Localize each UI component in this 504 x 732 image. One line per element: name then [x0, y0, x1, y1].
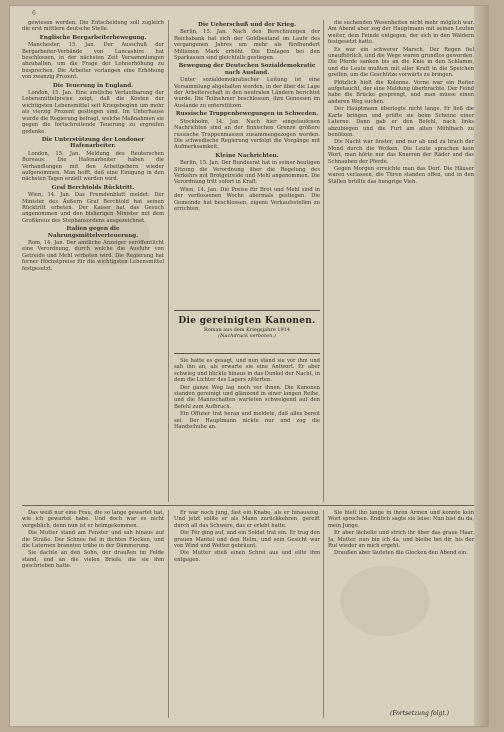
page-number: 6	[32, 10, 36, 17]
section-heading: Bewegung der Deutschen Sozialdemokratie nach Ausland.	[178, 63, 316, 76]
section-heading: Die Unterstützung der Londoner Hafenarbeiter.	[41, 136, 145, 150]
feuilleton-right	[328, 510, 474, 718]
paragraph: Unter sozialdemokratischer Leitung ist eine Versammlung abgehalten worden, in der über die Lage der Arbeiterschaft in den neutralen Ländern berichtet wurde. Die Teilnehmer beschlossen, ihre Genossen im Auslande zu unterstützen.	[174, 77, 320, 109]
paragraph: Ein Offizier trat heran und meldete, daß alles bereit sei. Der Hauptmann nickte nur und zog die Handschuhe an.	[174, 411, 320, 431]
section-heading: Englische Bergarbeiterbewegung.	[39, 34, 147, 41]
column-rule	[323, 20, 324, 502]
paragraph: London, 15. Jan. Eine amtliche Verlautbarung der Lebensmittelpreise zeigt, daß die Kosten der wichtigsten Lebensmittel seit Kriegsbeginn um mehr als vierzig Prozent gestiegen sind. Im Unterhause wurde die Regierung befragt, welche Maßnahmen sie gegen die fortschreitende Teuerung zu ergreifen gedenke.	[22, 90, 164, 135]
column-left	[22, 20, 164, 502]
section-divider	[22, 505, 474, 506]
paragraph: Rom, 14. Jan. Der amtliche Anzeiger veröffentlicht eine Verordnung, durch welche die Ausfuhr von Getreide und Mehl verboten wird. Die Regierung hat ferner Höchstpreise für die wichtigsten Lebensmittel festgesetzt.	[22, 240, 164, 272]
column-right	[328, 20, 474, 502]
section-heading: Die Teuerung in England.	[52, 82, 134, 89]
paragraph: Manchester, 15. Jan. Der Ausschuß der Bergarbeiter-Verbände von Lancashire hat beschlossen, in der nächsten Zeit Versammlungen abzuhalten, um die Frage der Lohnerhöhung zu besprechen. Die Arbeiter verlangen eine Erhöhung von zwanzig Prozent.	[22, 42, 164, 81]
section-heading: Die Ueberschuß und der Krieg.	[198, 22, 296, 28]
section-heading: Russische Truppenbewegungen in Schweden.	[175, 111, 319, 118]
section-heading: Graf Berchtolds Rücktritt.	[51, 184, 135, 191]
feuilleton-middle	[174, 510, 320, 718]
paragraph: Gegen Morgen erreichte man das Dorf. Die Häuser waren verlassen, die Türen standen offen, und in den Ställen brüllte das hungrige Vieh.	[328, 165, 474, 185]
column-middle-top	[174, 20, 320, 310]
continuation-note: (Fortsetzung folgt.)	[390, 710, 449, 717]
paragraph: Wien, 14. Jan. Die Preise für Brot und Mehl sind in der verflossenen Woche abermals gestiegen. Die Gemeinde hat beschlossen, eigene Verkaufsstellen zu errichten.	[174, 186, 320, 212]
column-rule	[168, 510, 169, 718]
column-rule	[168, 20, 169, 502]
serial-subtitle: Roman aus dem Kriegsjahre 1914	[203, 327, 291, 333]
paragraph: Der ganze Weg lag noch vor ihnen. Die Kanonen standen gereinigt und glänzend in einer langen Reihe, und die Mannschaften warteten schweigend auf den Befehl zum Aufbruch.	[174, 384, 320, 410]
newspaper-page	[10, 6, 488, 726]
column-serial-text	[174, 358, 320, 502]
paragraph: Die Mutter stand am Fenster und sah hinaus auf die Straße. Der Schnee fiel in dichten Flocken, und die Laternen brannten trübe in der Dämmerung.	[22, 530, 164, 550]
paragraph: Plötzlich hielt die Kolonne. Vorne war ein Reiter aufgetaucht, der eine Meldung überbrachte. Der Feind habe die Brücke gesprengt, und man müsse einen anderen Weg suchen.	[328, 79, 474, 105]
paragraph: Er aber lächelte und strich ihr über das graue Haar. Ja, Mutter, nun bin ich da, und bleibe bei dir, bis der Ruf wieder an mich ergeht.	[328, 530, 474, 550]
paragraph: Es war ein schwerer Marsch. Der Regen fiel unaufhörlich, und die Wege waren grundlos geworden. Die Pferde sanken bis an die Knie in den Schlamm, und die Leute mußten mit aller Kraft in die Speichen greifen, um die Geschütze vorwärts zu bringen.	[328, 46, 474, 79]
paragraph: Die Mutter stieß einen Schrei aus und eilte ihm entgegen.	[174, 550, 320, 563]
section-heading: Italien gegen die Nahrungsmittelverteuerung.	[47, 226, 139, 239]
serial-installment: (Nachdruck verboten.)	[218, 333, 276, 339]
column-rule	[323, 510, 324, 718]
serial-novel-header	[174, 310, 320, 354]
section-heading: Kleine Nachrichten.	[215, 152, 279, 159]
paragraph: die suchenden Wesenheiten nicht mehr möglich war. Am Abend aber zog der Hauptmann mit seinen Leuten weiter, dem Feinde entgegen, der sich in den Wäldern festgesetzt hatte.	[328, 20, 474, 46]
paragraph: Der Hauptmann überlegte nicht lange. Er ließ die Karte bringen und prüfte sie beim Scheine einer Laterne. Dann gab er den Befehl, nach links abzubiegen und die Furt am alten Mühlbach zu benützen.	[328, 106, 474, 138]
paragraph: Das weiß nur eine Frau, die so lange gewartet hat, wie ich gewartet habe. Und doch war es nicht vergeblich, denn nun ist er heimgekommen.	[22, 510, 164, 529]
paragraph: Berlin, 15. Jan. Nach den Berechnungen der Reichsbank hat sich der Goldbestand im Laufe des vergangenen Jahres um mehr als fünfhundert Millionen Mark erhöht. Die Einlagen bei den Sparkassen sind gleichfalls gestiegen.	[174, 29, 320, 62]
paragraph: Wien, 14. Jan. Das Fremdenblatt meldet: Der Minister des Äußern Graf Berchtold hat seinen Rücktritt erbeten. Der Kaiser hat das Gesuch angenommen und den bisherigen Minister mit dem Großkreuz des Stephansordens ausgezeichnet.	[22, 192, 164, 224]
book-spine	[474, 6, 488, 726]
paragraph: Sie dachte an den Sohn, der draußen im Felde stand, und an die vielen Briefe, die sie ihm geschrieben hatte.	[22, 550, 164, 570]
paragraph: Die Tür ging auf, und ein Soldat trat ein. Er trug den grauen Mantel und den Helm, und sein Gesicht war von Wind und Wetter gebräunt.	[174, 530, 320, 550]
paragraph: Berlin, 15. Jan. Der Bundesrat hat in seiner heutigen Sitzung die Verordnung über die Regelung des Verkehrs mit Brotgetreide und Mehl angenommen. Die Verordnung tritt sofort in Kraft.	[174, 160, 320, 186]
serial-title: Die gereinigten Kanonen.	[178, 316, 316, 326]
paragraph: Stockholm, 14. Jan. Nach hier eingelaufenen Nachrichten sind an der finnischen Grenze größere russische Truppenmassen zusammengezogen worden. Die schwedische Regierung verfolgt die Vorgänge mit Aufmerksamkeit.	[174, 118, 320, 151]
paragraph: gewiesen werden. Die Entscheidung soll zugleich die erst mittlere deutsche Stelle.	[22, 20, 164, 33]
paragraph: Er war noch jung, fast ein Knabe, als er hinauszog. Und jetzt sollte er als Mann zurückkehren, gereift durch all das Schwere, das er erlebt hatte.	[174, 510, 320, 529]
paragraph: Die Nacht war finster, und nur ab und zu brach der Mond durch die Wolken. Die Leute sprachen kein Wort, man hörte nur das Knarren der Räder und das Schnauben der Pferde.	[328, 139, 474, 165]
feuilleton-left	[22, 510, 164, 718]
paragraph: London, 15. Jan. Meldung des Reuterschen Bureaus: Die Hafenarbeiter haben die Verhandlungen mit den Arbeitgebern wieder aufgenommen. Man hofft, daß eine Einigung in den nächsten Tagen erzielt werden wird.	[22, 150, 164, 183]
paragraph: Sie hatte es gesagt, und nun stand sie vor ihm und sah ihn an, als erwarte sie eine Antwort. Er aber schwieg und blickte hinaus in das Dunkel der Nacht, in dem die Lichter des Lagers zitterten.	[174, 358, 320, 384]
paragraph: Sie hielt ihn lange in ihren Armen und konnte kein Wort sprechen. Endlich sagte sie leise: Nun bist du da, mein Junge.	[328, 510, 474, 529]
paragraph: Draußen aber läuteten die Glocken den Abend ein.	[334, 550, 468, 557]
